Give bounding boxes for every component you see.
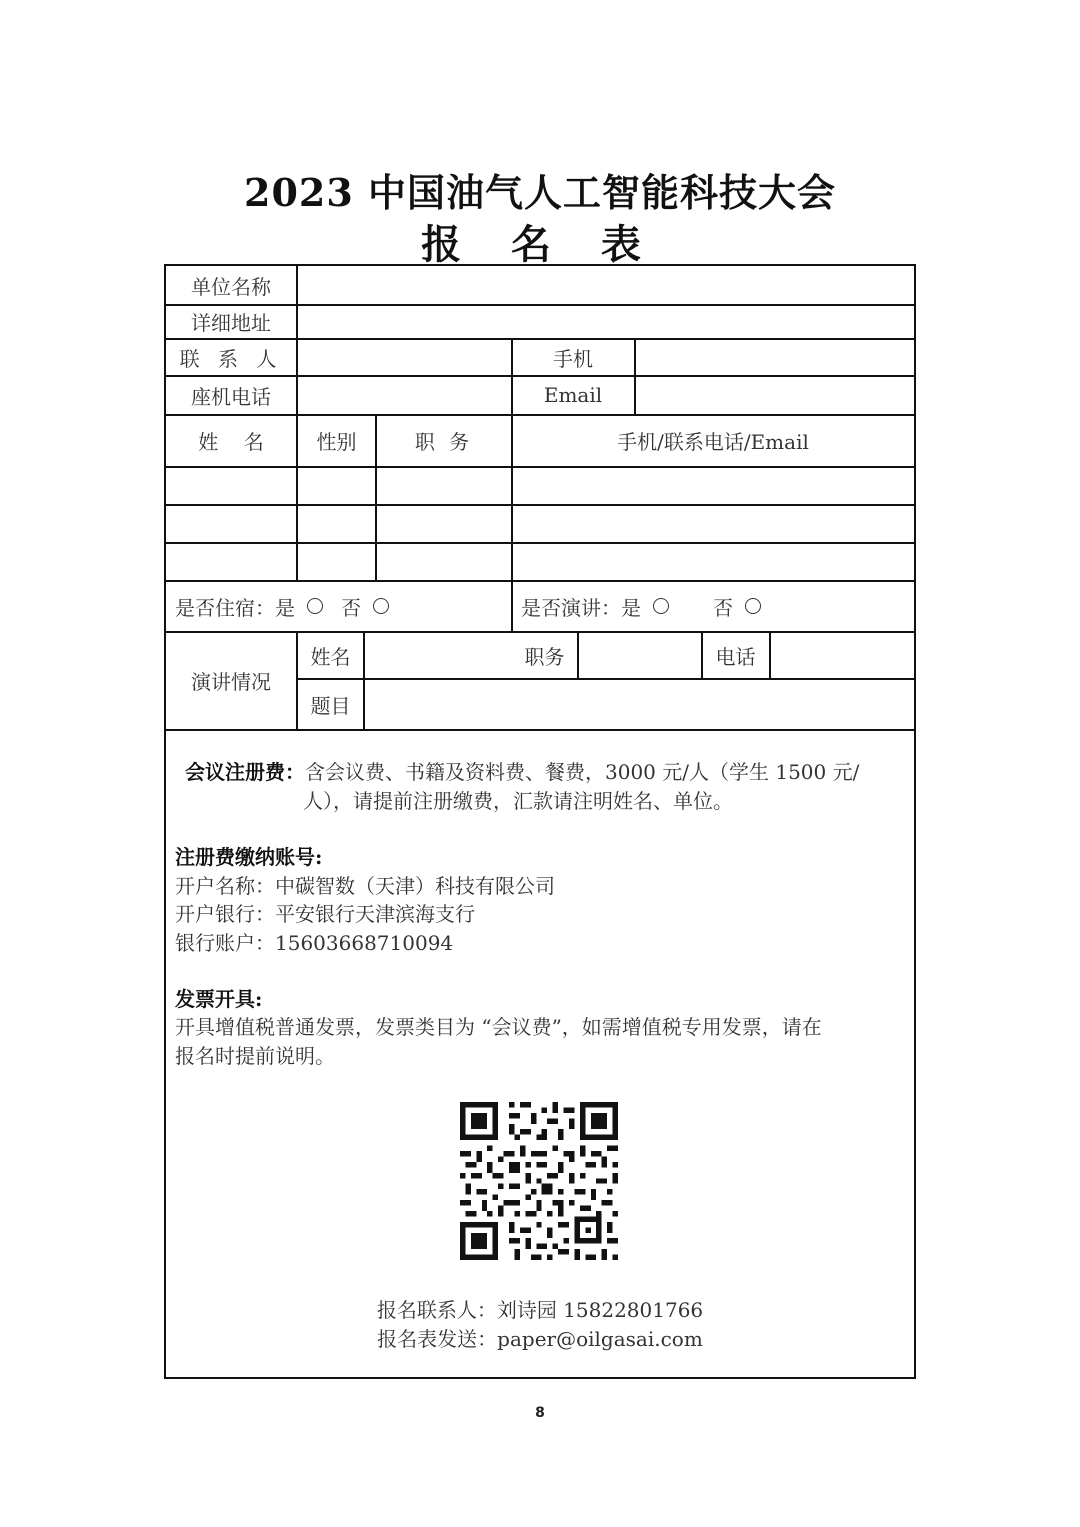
speech-phone-label: 电话 (715, 644, 756, 669)
speech-position-field[interactable] (579, 632, 701, 678)
address-field[interactable] (298, 305, 914, 338)
accommodation-label: 是否住宿： (175, 595, 275, 620)
attendee-gender-header: 性别 (316, 430, 357, 454)
accommodation-no-label: 否 (341, 595, 361, 620)
address-label: 详细地址 (191, 311, 271, 335)
page-title: 2023 中国油气人工智能科技大会 (244, 170, 836, 215)
unit-name-field[interactable] (298, 266, 914, 304)
fee-paragraph (185, 758, 905, 787)
unit-name-label: 单位名称 (191, 274, 271, 299)
speech-topic-field[interactable] (365, 679, 914, 729)
account-number: 银行账户：15603668710094 (175, 931, 454, 955)
contact-person: 报名联系人：刘诗园 15822801766 (376, 1298, 704, 1322)
accommodation-yes-label: 是 (275, 595, 295, 620)
speech-yes-radio[interactable] (653, 598, 669, 614)
speech-no-radio[interactable] (745, 598, 761, 614)
speech-position-label: 职务 (524, 644, 565, 669)
invoice-text-2: 报名时提前说明。 (175, 1044, 335, 1068)
speech-topic-label: 题目 (310, 693, 351, 718)
speech-yes-label: 是 (621, 595, 641, 620)
attendee-row[interactable] (166, 467, 914, 504)
speech-no-label: 否 (713, 595, 733, 620)
mobile-label: 手机 (553, 346, 593, 371)
fee-text-1: 含会议费、书籍及资料费、餐费，3000 元/人（学生 1500 元/ (305, 760, 860, 784)
invoice-text-1: 开具增值税普通发票，发票类目为 “会议费”，如需增值税专用发票，请在 (175, 1015, 822, 1039)
fee-text-2: 人），请提前注册缴费，汇款请注明姓名、单位。 (303, 789, 733, 813)
speech-phone-field[interactable] (771, 632, 914, 678)
fee-title: 会议注册费： (185, 760, 305, 784)
attendee-row[interactable] (166, 543, 914, 580)
speech-question-label: 是否演讲： (521, 595, 621, 620)
attendee-row[interactable] (166, 505, 914, 542)
account-title: 注册费缴纳账号: (175, 845, 323, 869)
account-bank: 开户银行：平安银行天津滨海支行 (175, 902, 475, 926)
email-field[interactable] (636, 376, 914, 414)
accommodation-yes-radio[interactable] (307, 598, 323, 614)
send-to: 报名表发送：paper@oilgasai.com (377, 1327, 703, 1351)
speech-question-row (521, 581, 911, 631)
landline-label: 座机电话 (191, 384, 271, 409)
accommodation-row (175, 581, 505, 631)
attendee-contact-header: 手机/联系电话/Email (617, 430, 809, 454)
contact-field[interactable] (298, 339, 511, 375)
contact-label: 联 系 人 (179, 346, 283, 371)
qr-code-icon (460, 1102, 618, 1260)
page-number: 8 (535, 1405, 545, 1421)
table-line (164, 729, 916, 731)
speech-name-label: 姓名 (310, 644, 351, 669)
account-name: 开户名称：中碳智数（天津）科技有限公司 (175, 874, 555, 898)
speech-name-field[interactable] (365, 632, 511, 678)
accommodation-no-radio[interactable] (373, 598, 389, 614)
attendee-name-header: 姓 名 (198, 430, 264, 454)
speech-info-label: 演讲情况 (191, 670, 271, 694)
mobile-field[interactable] (636, 339, 914, 375)
email-label: Email (543, 383, 603, 407)
landline-field[interactable] (298, 376, 511, 414)
invoice-title: 发票开具: (175, 987, 263, 1011)
attendee-position-header: 职 务 (414, 430, 474, 454)
page-subtitle: 报 名 表 (421, 221, 659, 268)
